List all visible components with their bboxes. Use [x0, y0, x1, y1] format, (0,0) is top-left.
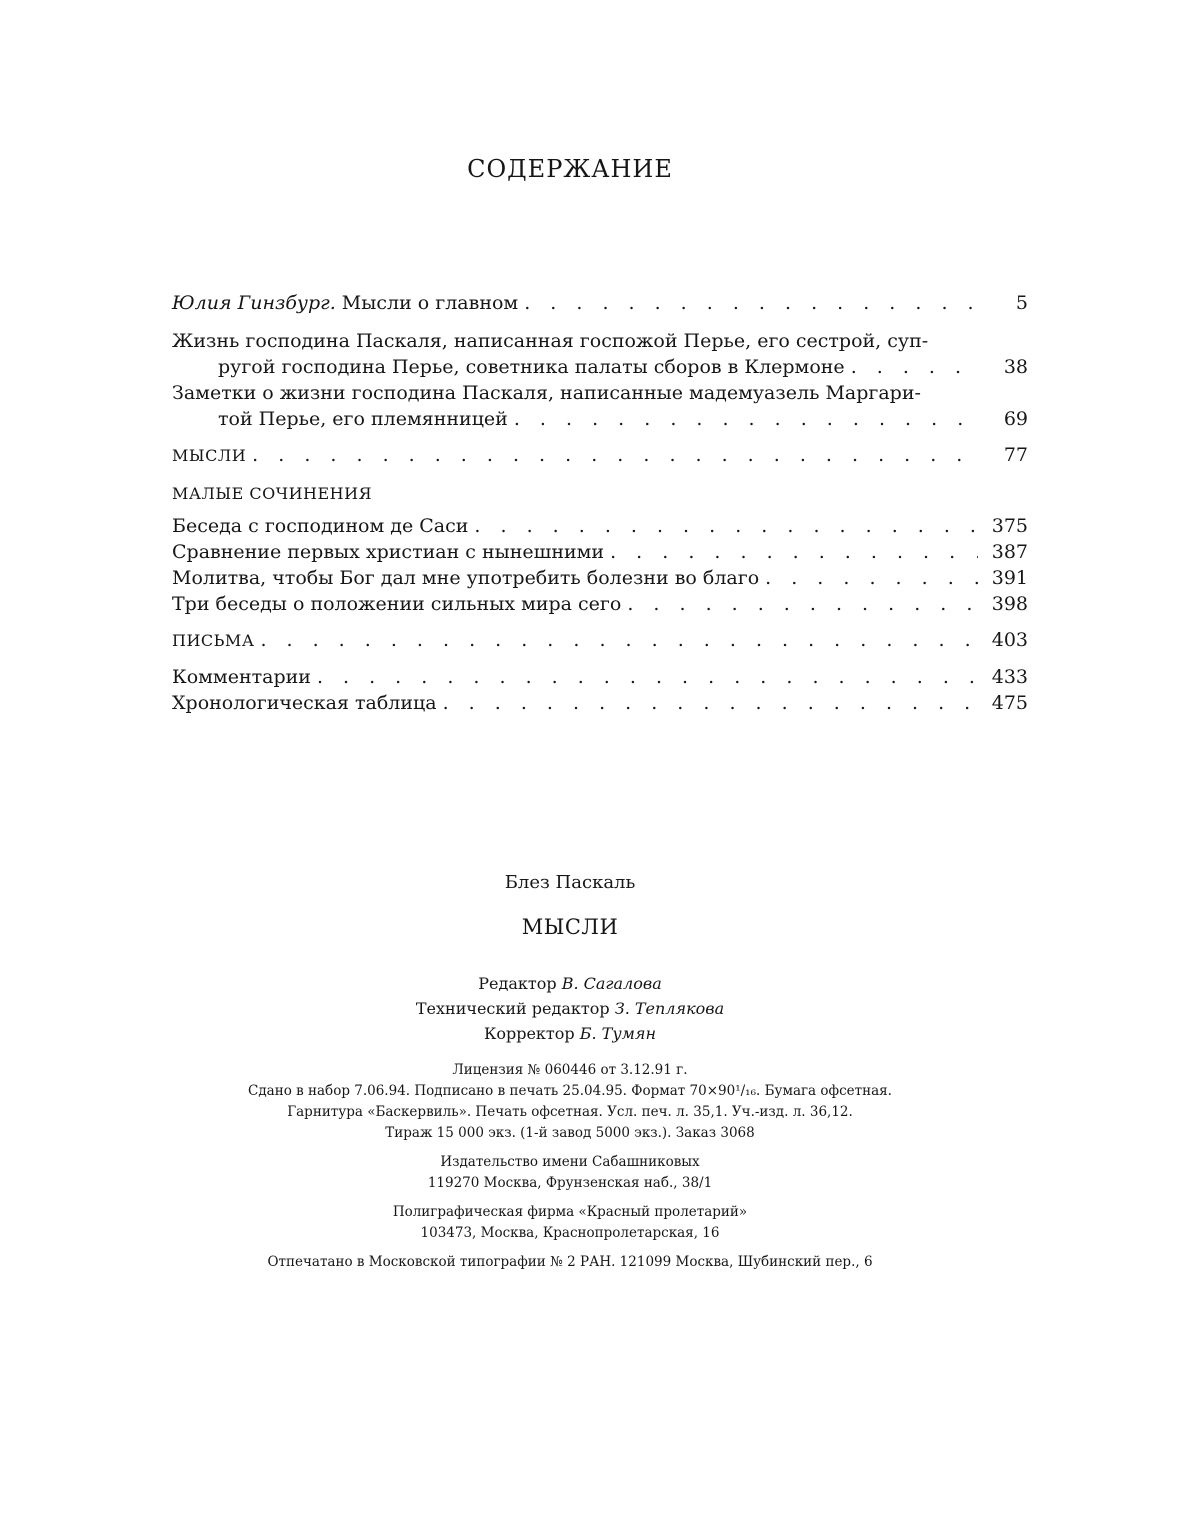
page-title: СОДЕРЖАНИЕ — [467, 155, 673, 183]
toc-entry-title-continued: ругой господина Перье, советника палаты сборов в Клермоне — [218, 356, 845, 378]
publisher-name: Издательство имени Сабашниковых — [440, 1154, 700, 1170]
toc-entry-minor-2[interactable] — [172, 539, 1028, 565]
printed-at-line: Отпечатано в Московской типографии № 2 РАН. 121099 Москва, Шубинский пер., 6 — [267, 1254, 873, 1270]
credit-name: Б. Тумян — [579, 1024, 657, 1043]
dot-leader — [765, 565, 978, 591]
dot-leader — [610, 539, 978, 565]
toc-entry-intro[interactable] — [172, 290, 1028, 316]
publisher-block — [0, 1152, 1140, 1194]
toc-entry-title: Сравнение первых христиан с нынешними — [172, 541, 605, 563]
toc-page-number: 387 — [991, 541, 1028, 563]
publisher-address: 119270 Москва, Фрунзенская наб., 38/1 — [427, 1175, 713, 1191]
credit-proofreader — [0, 1021, 1140, 1046]
credit-name: З. Теплякова — [614, 999, 725, 1018]
toc-entry-title: ПИСЬМА — [172, 631, 255, 650]
credit-tech-editor — [0, 996, 1140, 1021]
dot-leader — [252, 442, 978, 468]
toc-page-number: 69 — [1003, 408, 1028, 430]
toc-entry-title: Хронологическая таблица — [172, 692, 437, 714]
print-details — [0, 1060, 1140, 1144]
dot-leader — [524, 290, 978, 316]
toc-entry-title: МЫСЛИ — [172, 446, 247, 465]
credits — [0, 971, 1140, 1046]
toc-entry-title: Молитва, чтобы Бог дал мне употребить болезни во благо — [172, 567, 760, 589]
credit-name: В. Сагалова — [561, 974, 662, 993]
toc-entry-title: Жизнь господина Паскаля, написанная госпожой Перье, его сестрой, суп- — [172, 330, 929, 352]
dot-leader — [443, 690, 978, 716]
toc-entry-letters[interactable] — [172, 627, 1028, 654]
toc-page-number: 433 — [991, 666, 1028, 688]
book-author: Блез Паскаль — [504, 872, 636, 893]
toc-page-number: 403 — [991, 629, 1028, 651]
dot-leader — [474, 513, 978, 539]
toc-entry-thoughts[interactable] — [172, 442, 1028, 469]
toc-page-number: 475 — [991, 692, 1028, 714]
toc-entry-title-continued: той Перье, его племянницей — [218, 408, 508, 430]
book-title: МЫСЛИ — [521, 915, 619, 939]
table-of-contents — [172, 290, 1028, 716]
credit-role: Технический редактор — [415, 999, 610, 1018]
toc-entry-title: Мысли о главном — [341, 292, 519, 314]
toc-page-number: 375 — [991, 515, 1028, 537]
toc-entry-notes[interactable] — [172, 380, 1028, 432]
dot-leader — [627, 591, 978, 617]
toc-section-heading: МАЛЫЕ СОЧИНЕНИЯ — [172, 484, 372, 503]
printer-name: Полиграфическая фирма «Красный пролетарий» — [392, 1204, 748, 1220]
credit-role: Редактор — [478, 974, 557, 993]
credit-editor — [0, 971, 1140, 996]
imprint — [0, 1060, 1140, 1273]
toc-entry-life[interactable] — [172, 328, 1028, 380]
toc-entry-title: Заметки о жизни господина Паскаля, написанные мадемуазель Маргари- — [172, 382, 921, 404]
toc-page-number: 398 — [991, 593, 1028, 615]
toc-entry-chronology[interactable] — [172, 690, 1028, 716]
toc-page-number: 5 — [1015, 292, 1028, 314]
printer-address: 103473, Москва, Краснопролетарская, 16 — [420, 1225, 720, 1241]
dot-leader — [514, 406, 978, 432]
toc-entry-minor-1[interactable] — [172, 513, 1028, 539]
toc-entry-minor-3[interactable] — [172, 565, 1028, 591]
toc-page-number: 77 — [1003, 444, 1028, 466]
print-line: Сдано в набор 7.06.94. Подписано в печать 25.04.95. Формат 70×90¹/₁₆. Бумага офсетная. — [248, 1083, 892, 1099]
print-line: Гарнитура «Баскервиль». Печать офсетная. Усл. печ. л. 35,1. Уч.-изд. л. 36,12. — [287, 1104, 853, 1120]
license-line: Лицензия № 060446 от 3.12.91 г. — [452, 1062, 688, 1078]
dot-leader — [260, 627, 978, 653]
toc-entry-minor-4[interactable] — [172, 591, 1028, 617]
toc-entry-commentary[interactable] — [172, 664, 1028, 690]
dot-leader — [851, 354, 978, 380]
toc-entry-author: Юлия Гинзбург. — [172, 292, 336, 314]
toc-entry-title: Беседа с господином де Саси — [172, 515, 469, 537]
toc-entry-title: Три беседы о положении сильных мира сего — [172, 593, 622, 615]
printer-block — [0, 1202, 1140, 1244]
toc-page-number: 38 — [1003, 356, 1028, 378]
dot-leader — [317, 664, 978, 690]
print-line: Тираж 15 000 экз. (1-й завод 5000 экз.). Заказ 3068 — [385, 1125, 755, 1141]
colophon — [0, 872, 1140, 1273]
credit-role: Корректор — [483, 1024, 575, 1043]
toc-page-number: 391 — [991, 567, 1028, 589]
toc-entry-title: Комментарии — [172, 666, 311, 688]
